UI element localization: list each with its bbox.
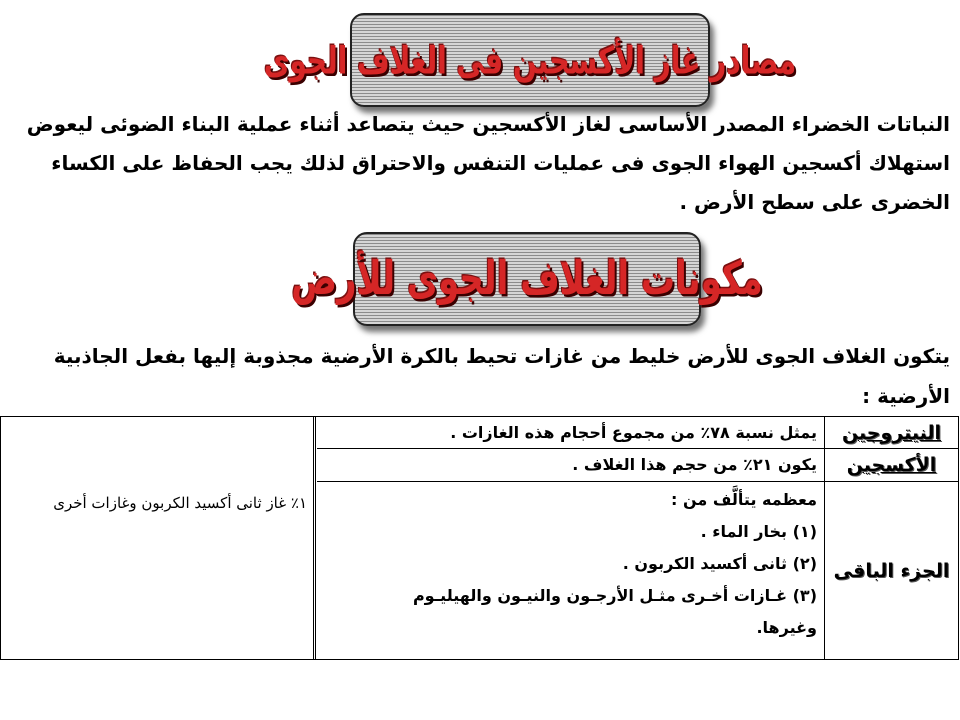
other-gases-note: ١٪ غاز ثانى أكسيد الكربون وغازات أخرى (53, 494, 307, 512)
other-gases-cell (1, 417, 314, 659)
rest-line: (٢) ثانى أكسيد الكربون . (622, 554, 817, 573)
row-name-nitrogen: النيتروجين (841, 421, 942, 444)
rest-line: وغيرها. (756, 618, 817, 637)
rest-line: (١) بخار الماء . (700, 522, 817, 541)
title-banner-oxygen-sources (263, 13, 797, 107)
paragraph-oxygen-sources: النباتات الخضراء المصدر الأساسى لغاز الأكسجين حيث يتصاعد أثناء عملية البناء الضوئى ليعوض استهلاك أكسجين الهواء الجوى فى عمليات التنفس والاحتراق لذلك يجب الحفاظ على الكساء الخضرى على سطح الأرض . (26, 112, 950, 214)
rest-line: (٣) غـازات أخـرى مثـل الأرجـون والنيـون والهيليـوم (412, 586, 817, 605)
title-oxygen-sources: مصادر غاز الأكسجين فى الغلاف الجوى (263, 37, 797, 83)
row-desc-oxygen: يكون ٢١٪ من حجم هذا الغلاف . (572, 455, 817, 474)
row-name-rest: الجزء الباقى (833, 559, 950, 582)
row-desc-nitrogen: يمثل نسبة ٧٨٪ من مجموع أحجام هذه الغازات . (450, 423, 817, 442)
title-atmosphere-components: مكونات الغلاف الجوى للأرض (291, 252, 763, 306)
paragraph-atmosphere-components: يتكون الغلاف الجوى للأرض خليط من غازات تحيط بالكرة الأرضية مجذوبة إليها بفعل الجاذبية الأرضية : (53, 344, 950, 408)
row-desc-rest (315, 484, 823, 659)
components-table (0, 416, 959, 660)
row-name-oxygen: الأكسجين (846, 454, 937, 476)
gas-details (315, 417, 958, 659)
rest-line: معظمه يتألَّف من : (671, 490, 817, 509)
title-banner-atmosphere-components (291, 232, 763, 326)
